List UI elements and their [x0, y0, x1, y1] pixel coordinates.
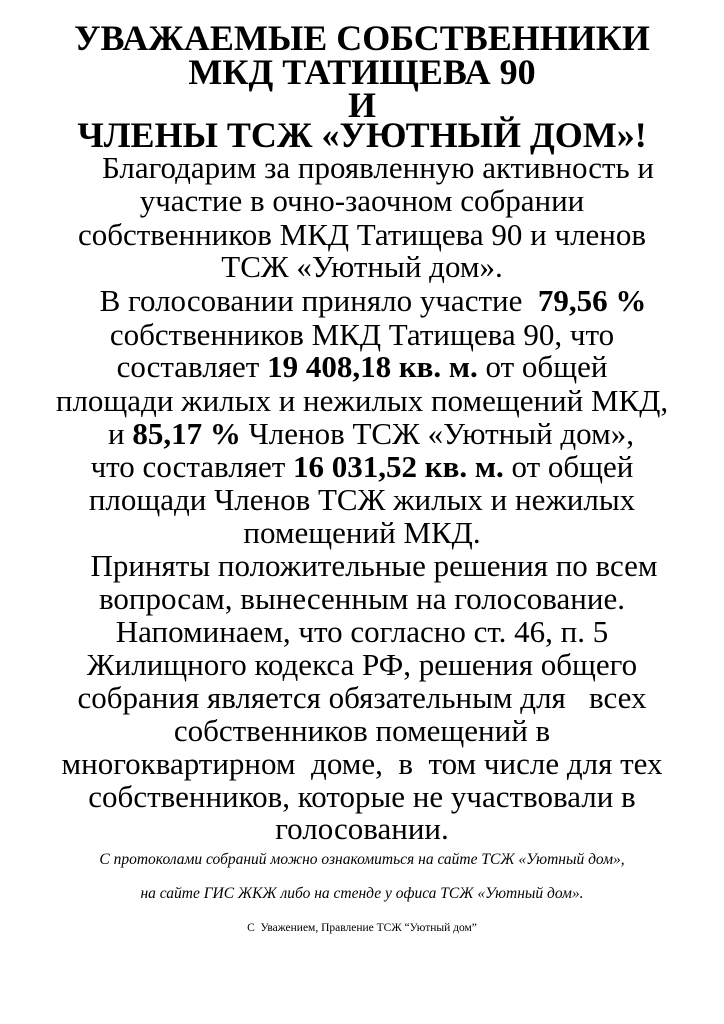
owners-percent: 79,56 % — [537, 283, 647, 318]
paragraph-voting-line-2: собственников МКД Татищева 90, что — [109, 317, 615, 352]
paragraph-reminder-line-3: собрания является обязательным для всех — [77, 680, 647, 715]
paragraph-voting-line-7: площади Членов ТСЖ жилых и нежилых — [88, 482, 636, 517]
paragraph-reminder-line-7: голосовании. — [275, 811, 449, 846]
voting-text: от общей — [477, 349, 608, 384]
owners-area: 19 408,18 кв. м. — [267, 349, 478, 384]
protocols-note-line-2: на сайте ГИС ЖКЖ либо на стенде у офиса ТСЖ «Уютный дом». — [140, 885, 584, 902]
members-percent: 85,17 % — [132, 416, 241, 451]
paragraph-reminder-line-6: собственников, которые не участвовали в — [88, 779, 636, 814]
heading-line-4: ЧЛЕНЫ ТСЖ «УЮТНЫЙ ДОМ»! — [77, 115, 647, 155]
paragraph-thanks-line-2: участие в очно-заочном собрании — [139, 183, 585, 218]
voting-text: В голосовании приняло участие — [99, 283, 538, 318]
voting-text: от общей — [503, 449, 634, 484]
paragraph-voting-line-8: помещений МКД. — [243, 515, 481, 550]
voting-text: что составляет — [90, 449, 294, 484]
voting-text: Членов ТСЖ «Уютный дом», — [240, 416, 634, 451]
paragraph-decisions-line-2: вопросам, вынесенным на голосование. — [99, 581, 625, 616]
paragraph-voting-line-6 — [0, 450, 724, 484]
heading-line-3: И — [347, 85, 376, 125]
protocols-note-line-1: С протоколами собраний можно ознакомиться на сайте ТСЖ «Уютный дом», — [99, 851, 625, 868]
paragraph-reminder-line-1: Напоминаем, что согласно ст. 46, п. 5 — [115, 614, 609, 649]
paragraph-thanks-line-1: Благодарим за проявленную активность и — [101, 150, 655, 185]
members-area: 16 031,52 кв. м. — [293, 449, 504, 484]
paragraph-voting-line-1 — [0, 284, 724, 318]
heading-line-1: УВАЖАЕМЫЕ СОБСТВЕННИКИ — [74, 18, 650, 58]
voting-text: составляет — [116, 349, 268, 384]
signature: С Уважением, Правление ТСЖ “Уютный дом” — [247, 922, 477, 934]
paragraph-decisions-line-1: Приняты положительные решения по всем — [90, 548, 658, 583]
paragraph-voting-line-4: площади жилых и нежилых помещений МКД, — [55, 383, 669, 418]
paragraph-voting-line-3 — [0, 350, 724, 384]
paragraph-thanks-line-3: собственников МКД Татищева 90 и членов — [77, 217, 647, 252]
voting-text: и — [108, 416, 133, 451]
paragraph-reminder-line-2: Жилищного кодекса РФ, решения общего — [86, 647, 638, 682]
paragraph-reminder-line-4: собственников помещений в — [173, 713, 551, 748]
heading-line-2: МКД ТАТИЩЕВА 90 — [188, 52, 536, 92]
paragraph-voting-line-5 — [0, 417, 724, 451]
paragraph-thanks-line-4: ТСЖ «Уютный дом». — [221, 249, 503, 284]
paragraph-reminder-line-5: многоквартирном доме, в том числе для тех — [61, 746, 663, 781]
